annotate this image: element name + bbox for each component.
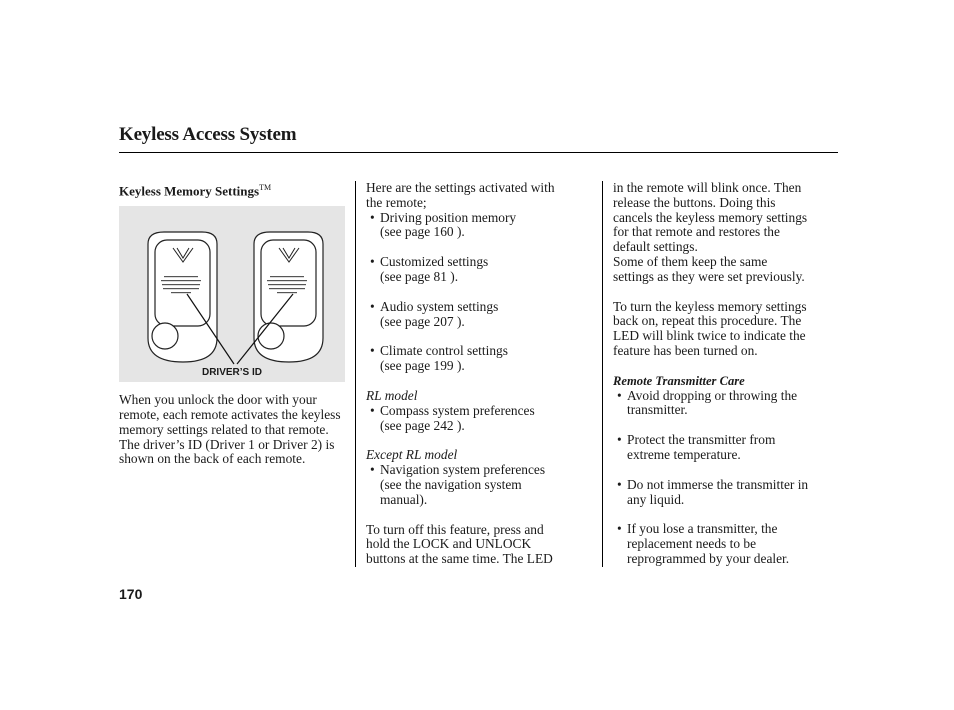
column-divider-1 xyxy=(355,181,356,567)
list-item: • Avoid dropping or throwing the transmitter. xyxy=(617,387,798,418)
trademark-mark: TM xyxy=(259,183,272,192)
list-item: • Compass system preferences (see page 242 ). xyxy=(370,402,535,433)
page-number: 170 xyxy=(119,586,143,602)
figure-caption: DRIVER’S ID xyxy=(201,367,262,379)
title-divider xyxy=(119,152,838,153)
turn-on-paragraph: To turn the keyless memory settings back on, repeat this procedure. The LED will blink twice to indicate the feature has been turned on. xyxy=(613,298,807,358)
bullet-icon: • xyxy=(617,432,622,448)
list-item: • Driving position memory (see page 160 ). xyxy=(370,209,517,240)
section-heading-text: Keyless Memory Settings xyxy=(119,183,260,199)
bullet-icon: • xyxy=(370,298,375,314)
column-1 xyxy=(119,181,345,467)
remote-illustration xyxy=(119,206,345,382)
bullet-icon: • xyxy=(370,254,375,270)
list-item: • Protect the transmitter from extreme temperature. xyxy=(617,432,776,462)
bullet-icon: • xyxy=(370,402,375,418)
bullet-icon: • xyxy=(617,476,622,492)
list-item: • Do not immerse the transmitter in any liquid. xyxy=(617,476,809,507)
care-heading: Remote Transmitter Care xyxy=(613,373,745,388)
list-item: • Climate control settings (see page 199 ). xyxy=(370,343,508,374)
keep-settings-paragraph: Some of them keep the same settings as they were set previously. xyxy=(613,253,805,284)
continued-paragraph: in the remote will blink once. Then release the buttons. Doing this cancels the keyless memory settings for that remote and restores the default settings. xyxy=(613,180,808,255)
column-divider-2 xyxy=(602,181,603,567)
remote-keys-drawing xyxy=(119,206,345,382)
except-rl-model-label: Except RL model xyxy=(366,447,458,463)
bullet-icon: • xyxy=(617,387,622,403)
list-item: • Customized settings (see page 81 ). xyxy=(370,254,489,284)
bullet-icon: • xyxy=(617,521,622,537)
section-heading xyxy=(119,181,345,199)
bullet-icon: • xyxy=(370,209,375,225)
settings-intro: Here are the settings activated with the remote; xyxy=(366,180,555,210)
intro-paragraph: When you unlock the door with your remote, each remote activates the keyless memory settings related to that remote. The driver’s ID (Driver 1 or Driver 2) is shown on the back of each remote. xyxy=(119,392,341,467)
rl-model-label: RL model xyxy=(366,387,418,403)
list-item: • Audio system settings (see page 207 ). xyxy=(370,298,499,329)
list-item: • Navigation system preferences (see the navigation system manual). xyxy=(370,462,546,507)
list-item: • If you lose a transmitter, the replacement needs to be reprogrammed by your dealer. xyxy=(617,521,790,566)
column-3 xyxy=(613,181,839,567)
column-2 xyxy=(366,181,594,567)
bullet-icon: • xyxy=(370,343,375,359)
turn-off-paragraph: To turn off this feature, press and hold the LOCK and UNLOCK buttons at the same time. The LED xyxy=(366,521,553,567)
page-title: Keyless Access System xyxy=(119,124,297,145)
bullet-icon: • xyxy=(370,462,375,478)
